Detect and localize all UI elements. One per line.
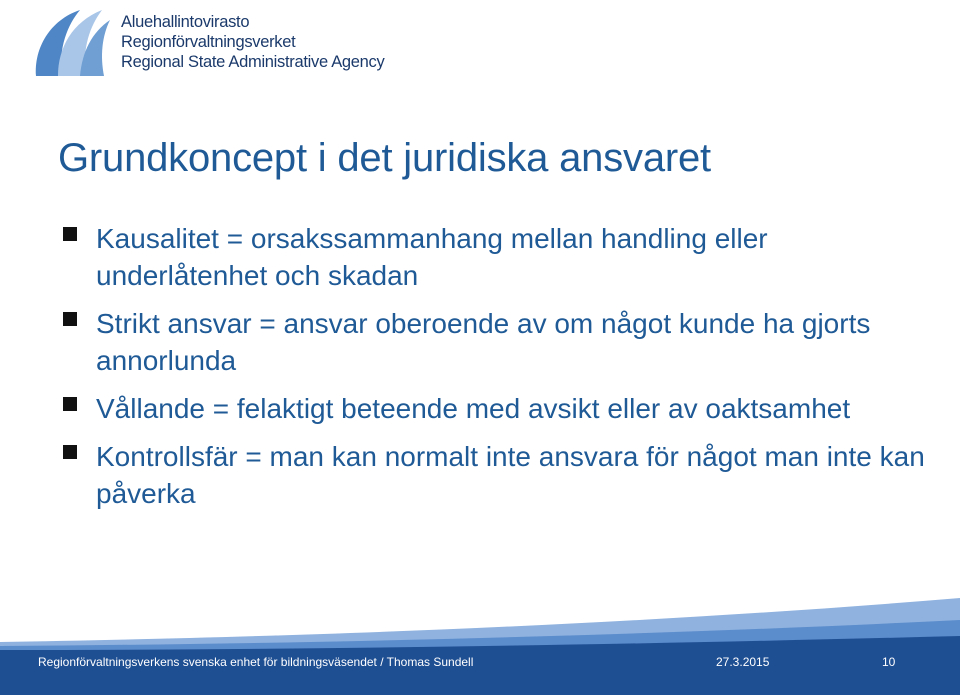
bullet-item <box>62 305 932 379</box>
logo-text <box>121 12 384 72</box>
bullet-item <box>62 390 932 427</box>
agency-logo <box>28 4 388 80</box>
logo-line-en: Regional State Administrative Agency <box>121 53 385 71</box>
bullet-item <box>62 438 932 512</box>
bullet-text: Vållande = felaktigt beteende med avsikt eller av oaktsamhet <box>96 393 851 424</box>
bullet-square-icon <box>63 397 77 411</box>
bullet-square-icon <box>63 445 77 459</box>
bullet-square-icon <box>63 312 77 326</box>
footer-date: 27.3.2015 <box>716 655 770 669</box>
logo-line-sv: Regionförvaltningsverket <box>121 33 296 51</box>
bullet-list <box>62 220 932 523</box>
logo-line-fi: Aluehallintovirasto <box>121 13 250 31</box>
footer-wave-band <box>0 580 960 695</box>
bullet-text: Kontrollsfär = man kan normalt inte ansvara för något man inte kan påverka <box>96 441 925 509</box>
footer-page-number: 10 <box>882 655 896 669</box>
slide-title: Grundkoncept i det juridiska ansvaret <box>58 136 711 180</box>
bullet-item <box>62 220 932 294</box>
bullet-square-icon <box>63 227 77 241</box>
bullet-text: Kausalitet = orsakssammanhang mellan handling eller underlåtenhet och skadan <box>96 223 768 291</box>
footer-presenter: Regionförvaltningsverkens svenska enhet för bildningsväsendet / Thomas Sundell <box>38 655 474 669</box>
agency-logo-icon <box>28 4 112 80</box>
bullet-text: Strikt ansvar = ansvar oberoende av om något kunde ha gjorts annorlunda <box>96 308 871 376</box>
